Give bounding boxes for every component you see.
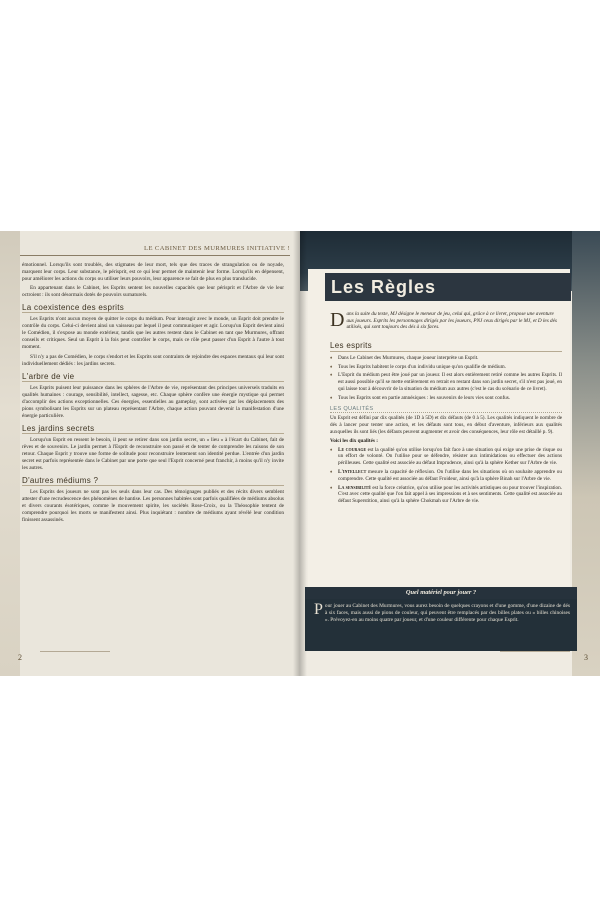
footer-ornament <box>40 651 110 664</box>
paragraph: Les Esprits des joueurs ne sont pas les seuls dans leur cas. Des témoignages publiés et des récits divers semblent attester d'une recrudescence des phénomènes de hantise. Les personnes habitées sont parfois qualifiées de médiums absolus et divers courants ésotériques, comme le mouvement spirite, les sociétés Rose-Croix, ou la Théosophie tentent de comprendre pourquoi les morts se manifestent ainsi. Plus inquiétant : nombre de médiums ayant révélé leur condition finissent assassinés. <box>22 489 284 524</box>
section-heading: Les esprits <box>330 343 562 352</box>
right-column <box>330 338 562 507</box>
page-number: 2 <box>18 653 22 662</box>
running-header: LE CABINET DES MURMURES INITIATIVE ! <box>144 245 290 252</box>
footer-ornament <box>500 651 570 664</box>
section-heading: Les jardins secrets <box>22 425 284 434</box>
list-item: ♦ La sensibilité est la force créatrice, qu'on utilise pour les activités artistiques ou pour trouver l'inspiration. C'est avec cette qualité que l'on fait appel à ses impressions et à ses sentiments. Cette qualité est associée au défaut Superstition, ainsi qu'à la sphère Chokmah sur l'Arbre de vie. <box>338 485 562 505</box>
left-column <box>22 262 284 526</box>
chapter-title: Les Règles <box>325 273 571 301</box>
list-item: ♦ Dans Le Cabinet des Murmures, chaque joueur interprète un Esprit. <box>338 355 562 362</box>
drop-cap: D <box>330 309 345 331</box>
paragraph: Les Esprits puisent leur puissance dans les sphères de l'Arbre de vie, représentant des principes universels traduits en qualités humaines : courage, sensibilité, intellect, sagesse, etc. Chaque sphère confère une énergie mystique qui permet d'accomplir des actions exceptionnelles. Ces énergies, essentielles au gameplay, sont activées par les déplacements des pions symbolisant les Esprits sur un plateau représentant l'Arbre, chaque action pouvant devenir la manifestation d'une énergie particulière. <box>22 384 284 419</box>
section-heading: L'arbre de vie <box>22 373 284 382</box>
paragraph: Lorsqu'un Esprit en ressent le besoin, il peut se retirer dans son jardin secret, un « lieu » à l'écart du Cabinet, fait de rêves et de souvenirs. Le jardin permet à l'Esprit de reconstruire son passé et de tenter de comprendre les raisons de son retour. Chaque Esprit y trouve une forme de solitude pour reconstruire lentement son identité perdue. L'entrée d'un jardin secret est parfois représentée dans le Cabinet par une porte que seul l'Esprit concerné peut franchir, à moins qu'il n'y invite les autres. <box>22 436 284 472</box>
section-heading: La coexistence des esprits <box>22 304 284 313</box>
subsection-heading: LES QUALITÉS <box>330 406 562 414</box>
paragraph: émotionnel. Lorsqu'ils sont troublés, des stigmates de leur mort, tels que des traces de strangulation ou de noyade, marquent leur corps. Leur substance, le périsprit, est ce qui leur permet de maintenir leur forme. Lorsqu'ils en dépensent, pour améliorer les actions du corps ou utiliser leurs pouvoirs, leur apparence se fait de plus en plus translucide. <box>22 262 284 283</box>
page-number: 3 <box>584 653 588 662</box>
left-page <box>0 231 300 676</box>
list-item: ♦ Le courage est la qualité qu'on utilise lorsqu'on fait face à une situation qui exige une prise de risque ou un effort de volonté. On l'utilise pour se défendre, résister aux intimidations ou effectuer des actions périlleuses. Cette qualité est associée au défaut Imprudence, ainsi qu'à la sphère Kether sur l'Arbre de vie. <box>338 447 562 467</box>
list-item: ♦ Tous les Esprits sont en partie amnésiques : les souvenirs de leurs vies sont confus. <box>338 395 562 402</box>
section-heading: D'autres médiums ? <box>22 477 284 486</box>
right-page <box>300 231 600 676</box>
list-item: ♦ Tous les Esprits habitent le corps d'un individu unique qu'on qualifie de médium. <box>338 364 562 371</box>
paragraph: En appartenant dans le Cabinet, les Esprits sentent les nouvelles capacités que leur périsprit et l'Arbre de vie leur octroient : ils sont désormais dotés de pouvoirs surnaturels. <box>22 285 284 299</box>
qualites-list <box>330 447 562 505</box>
left-decorative-border <box>0 231 20 676</box>
drop-cap: P <box>314 601 323 618</box>
list-item: ♦ L'Esprit du médium peut être joué par un joueur. Il est alors entièrement retiré comme les autres Esprits. Il est aussi possible qu'il se mette entièrement en retrait en restant dans son jardin secret, s'il n'est pas joué, en qui laisse tout à découvrir de la situation du médium aux autres (c'est le cas du scénario de ce livret). <box>338 372 562 392</box>
list-item: ♦ L'intellect mesure la capacité de réflexion. On l'utilise dans les situations où on souhaite apprendre ou comprendre. Cette qualité est associée au défaut Froideur, ainsi qu'à la sphère Binah sur l'Arbre de vie. <box>338 469 562 483</box>
paragraph: Voici les dix qualités : <box>330 437 378 444</box>
sidebar-box-title: Quel matériel pour jouer ? <box>305 587 577 599</box>
paragraph: S'il n'y a pas de Comédien, le corps s'endort et les Esprits sont contraints de rejoindre des espaces mentaux qui leur sont individuellement dédiés : les jardins secrets. <box>22 353 284 367</box>
esprits-list <box>330 355 562 402</box>
sidebar-box-text: Pour jouer au Cabinet des Murmures, vous aurez besoin de quelques crayons et d'une gomme, d'une dizaine de dés à six faces, mais aussi de pions de couleur, qui peuvent être remplacés par des billes plates ou « billes chinoises ». Prévoyez-en au moins quatre par joueur, et d'une couleur différente pour chaque Esprit. <box>314 601 570 623</box>
paragraph: Les Esprits n'ont aucun moyen de quitter le corps du médium. Pour interagir avec le monde, un Esprit doit prendre le contrôle du corps. Celui-ci devient ainsi un vaisseau par lequel il peut communiquer et agir. Lorsqu'un Esprit devient ainsi le Comédien, il s'expose au monde extérieur, tandis que les autres restent dans le Cabinet en tant que Murmures, offrant conseils et critiques. Seul un Esprit à la fois peut contrôler le corps, mais ce rôle peut passer d'un Esprit à l'autre à tout moment. <box>22 316 284 351</box>
book-spread <box>0 231 600 676</box>
header-rule <box>20 255 290 256</box>
paragraph: Un Esprit est défini par dix qualités (de 1D à 5D) et dix défauts (de 0 à 5). Les qualités indiquent le nombre de dés à lancer pour tenter une action, et les défauts sont tous, en début d'aventure, inférieurs aux qualités auxquelles ils sont liés (les défauts peuvent augmenter et avoir des conséquences, leur rôle est détaillé p. 9). <box>330 415 562 435</box>
intro-paragraph: Dans la suite du texte, MJ désigne le meneur de jeu, celui qui, grâce à ce livret, propose une aventure aux joueurs. Esprits les personnages dirigés par les joueurs, PNJ ceux dirigés par le MJ, et D les dés utilisés, qui sont toujours des dés à six faces. <box>330 309 557 331</box>
book-gutter <box>293 231 307 676</box>
